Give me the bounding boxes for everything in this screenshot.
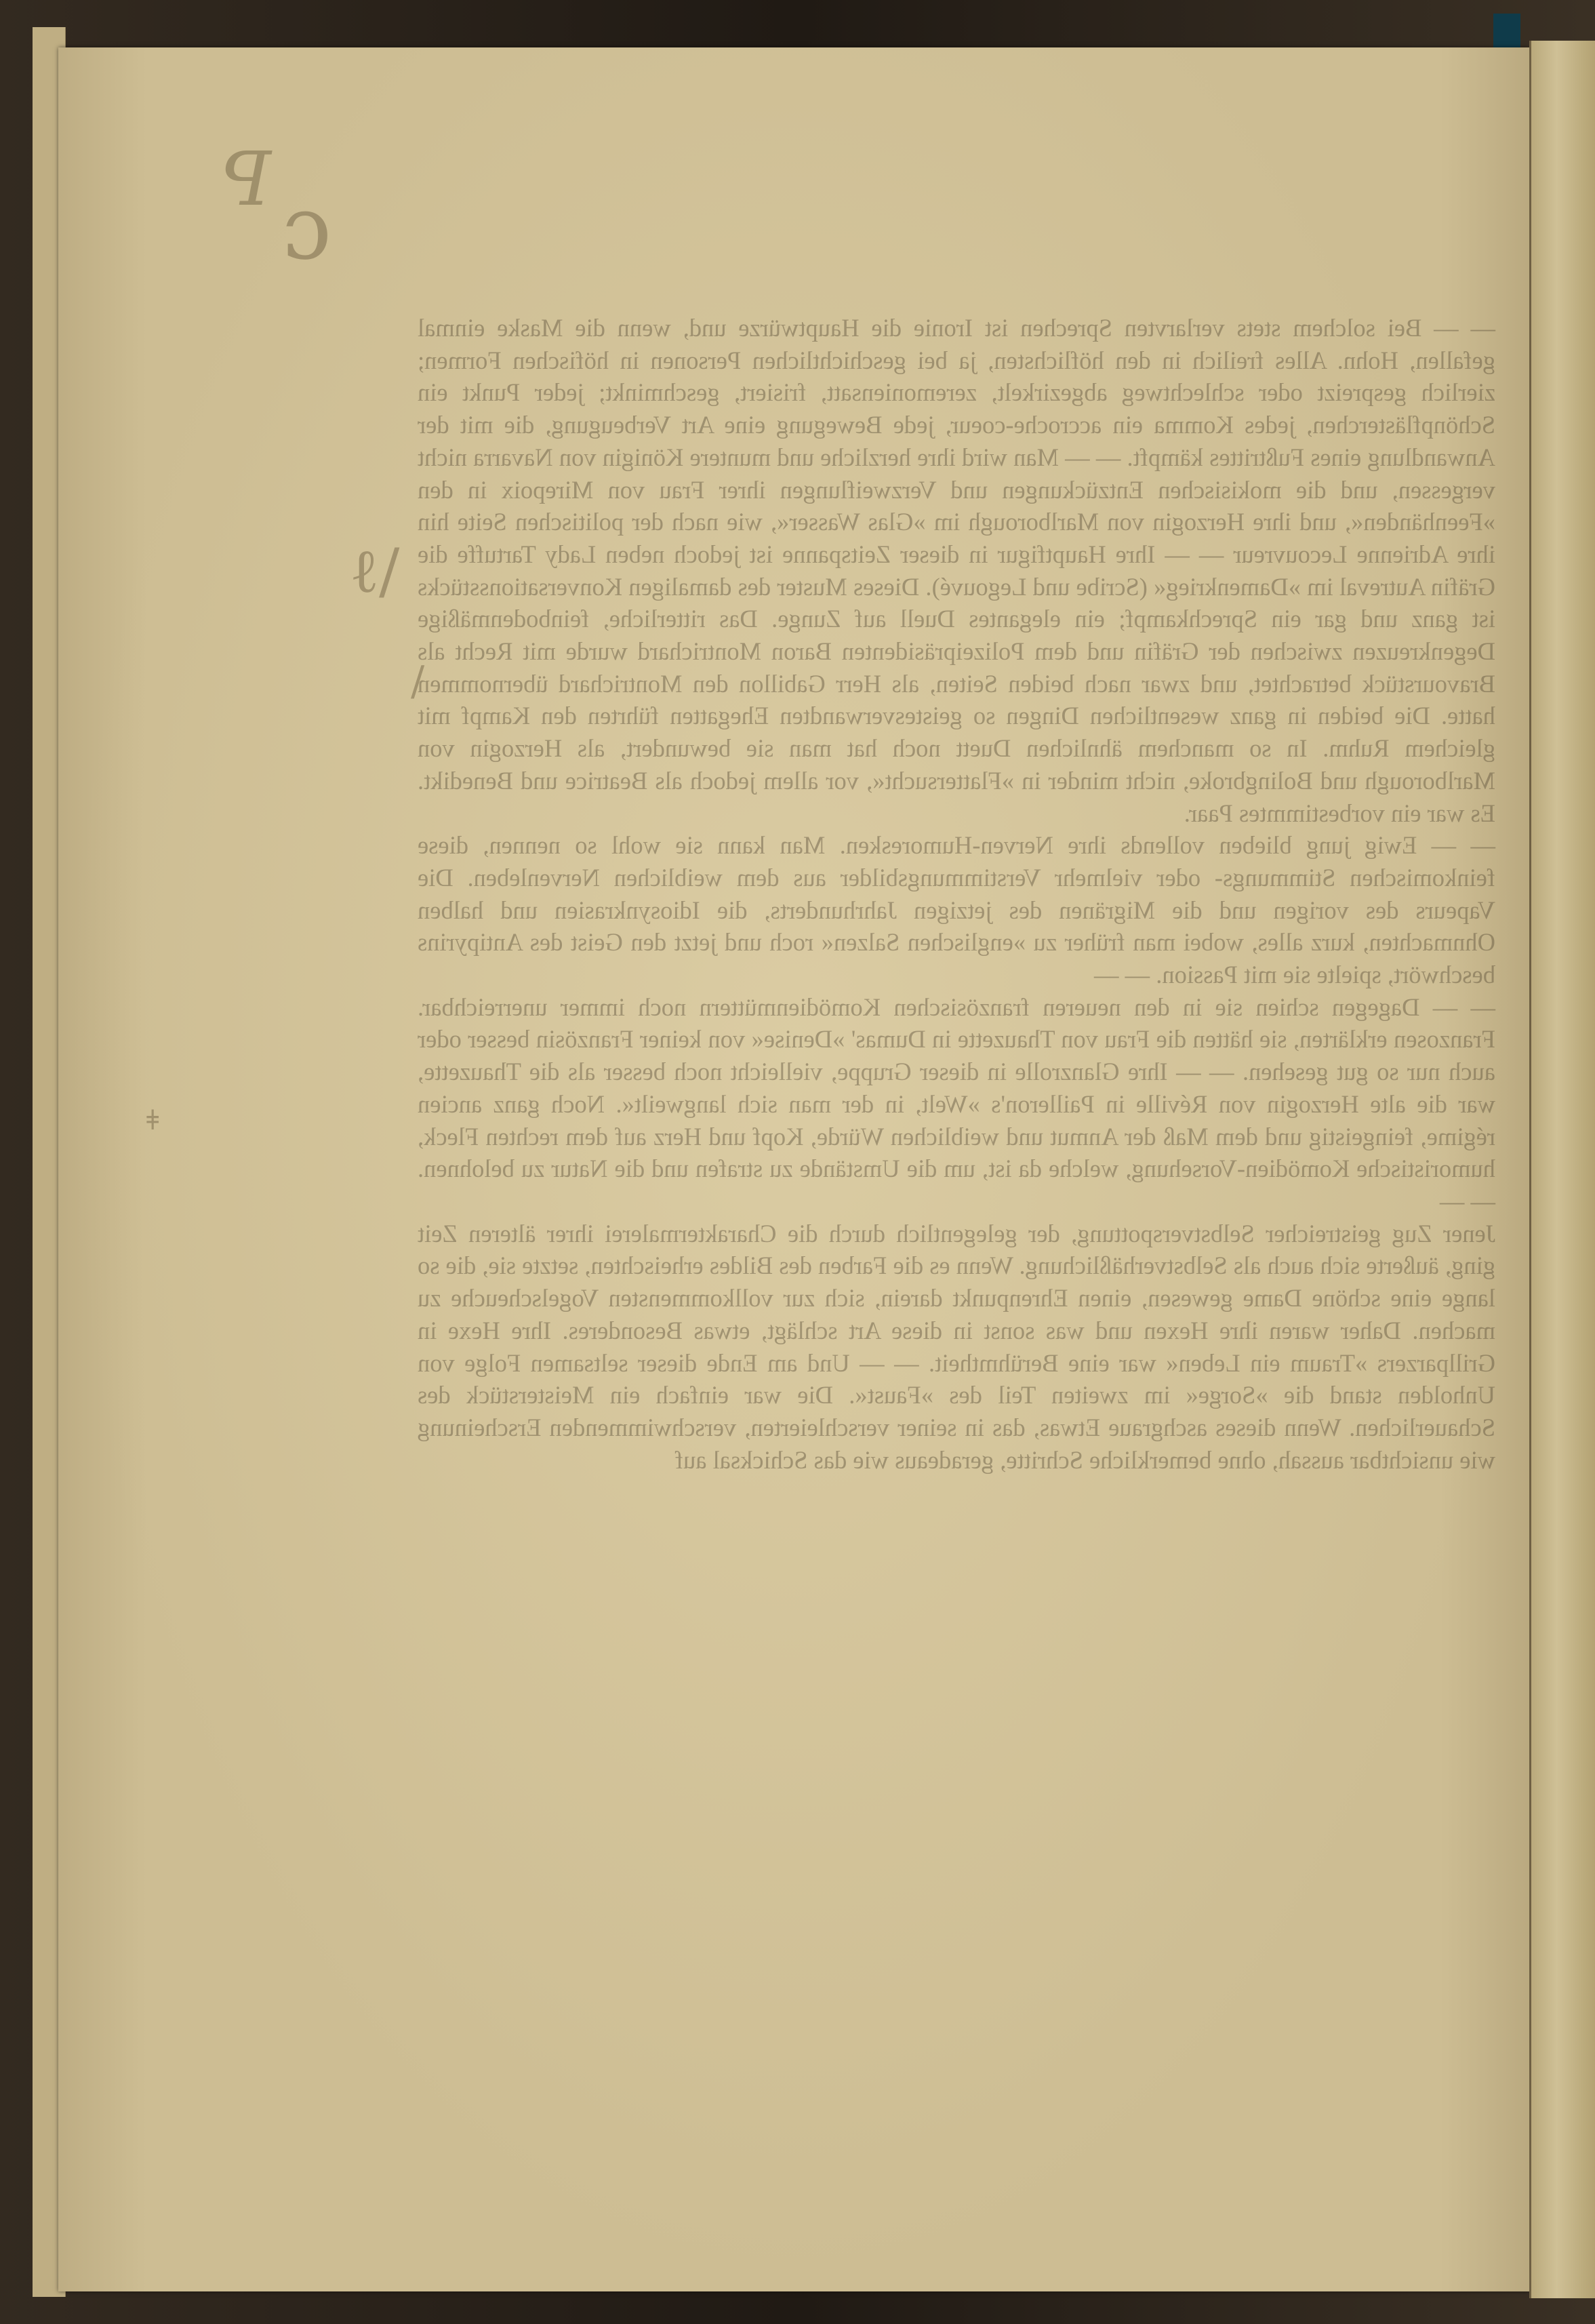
margin-mark-4: / <box>411 658 425 705</box>
paragraph-4: Jener Zug geistreicher Selbstverspottung, der gelegentlich durch die Charaktermalerei ihrer älteren Zeit ging, äußerte sich auch als Selbstverhäßlichung. Wenn es die Farben des Bildes erheischten, setzte sie, die so lange eine schöne Dame gewesen, einen Ehrenpunkt darein, sich zur vollkommensten Vogelscheuche zu machen. Daher waren ihre Hexen und was sonst in diese Art schlägt, etwas Besonderes. Ihre Hexe in Grillparzers »Traum ein Leben« war eine Berühmtheit. — — Und am Ende dieser seltsamen Folge von Unholden stand die »Sorge« im zweiten Teil des »Faust«. Die war einfach ein Meisterstück des Schauerlichen. Wenn dieses aschgraue Etwas, das in seiner verschleierten, verschwimmenden Erscheinung wie unsichtbar aussah, ohne bemerkliche Schritte, geradeaus wie das Schicksal auf <box>418 1219 1495 1474</box>
facing-page-edge <box>1529 41 1595 2298</box>
document-page <box>58 47 1529 2291</box>
margin-mark-3: ℓ/ <box>350 536 400 607</box>
margin-mark-1: ꟼ <box>221 136 272 222</box>
bleed-through-text <box>418 312 1495 1476</box>
paragraph-1: — — Bei solchem stets verlarvten Sprechen ist Ironie die Hauptwürze und, wenn die Maske einmal gefallen, Hohn. Alles freilich in den höflichsten, ja bei geschichtlichen Personen in höfischen Formen; zierlich gespreizt oder schlechtweg abgezirkelt, zeremoniensatt, frisiert, geschminkt; jeder Punkt ein Schönpflästerchen, jedes Komma ein accroche-coeur, jede Bewegung eine Art Verbeugung, die mit der Anwandlung eines Fußtrittes kämpft. — — Man wird ihre herzliche und muntere Königin von Navarra nicht vergessen, und die mokisischen Entzückungen und Verzweiflungen ihrer Frau von Mirepoix in den »Feenhänden«, und ihre Herzogin von Marlborough im »Glas Wasser«, wie nach der politischen Seite hin ihre Adrienne Lecouvreur — — Ihre Hauptfigur in dieser Zeitspanne ist jedoch neben Lady Tartuffe die Gräfin Autreval im »Damenkrieg« (Scribe und Legouvé). Dieses Muster des damaligen Konversationsstücks ist ganz und gar ein Sprechkampf; ein elegantes Duell auf Zunge. Das ritterliche, feinbodenmäßige Degenkreuzen zwischen der Gräfin und dem Polizeipräsidenten Baron Montrichard wurde mit Recht als Bravourstück betrachtet, und zwar nach beiden Seiten, als Herr Gabillon den Montrichard übernommen hatte. Die beiden in ganz wesentlichen Dingen so geistesverwandten Ehegatten führten den Kampf mit gleichem Ruhm. In so manchem ähnlichen Duett noch hat man sie bewundert, als Herzogin von Marlborough und Bolingbroke, nicht minder in »Flattersucht«, vor allem jedoch als Beatrice und Benedikt. Es war ein vorbestimmtes Paar. <box>418 314 1495 827</box>
margin-mark-2: ɔ <box>282 176 331 279</box>
paragraph-3: — — Dagegen schien sie in den neueren französischen Komödienmüttern noch immer unerreichbar. Franzosen erklärten, sie hätten die Frau von Thauzette in Dumas' »Denise« von keiner Französin besser oder auch nur so gut gesehen. — — Ihre Glanzrolle in dieser Gruppe, vielleicht noch besser als die Thauzette, war die alte Herzogin von Réville in Pailleron's »Welt, in der man sich langweilt«. Noch ganz ancien régime, feingeistig und dem Maß der Anmut und weiblichen Würde, Kopf und Herz auf dem rechten Fleck, humoristische Komödien-Vorsehung, welche da ist, um die Umstände zu strafen und die Natur zu belohnen. — — <box>418 993 1495 1215</box>
paragraph-2: — — Ewig jung blieben vollends ihre Nerven-Humoresken. Man kann sie wohl so nennen, diese feinkomischen Stimmungs- oder vielmehr Verstimmungsbilder aus dem weiblichen Nervenleben. Die Vapeurs des vorigen und die Migränen des jetzigen Jahrhunderts, die Idiosynkrasien und halben Ohnmachten, kurz alles, wobei man früher zu »englischen Salzen« roch und jetzt den Geist des Antipyrins beschwört, spielte sie mit Passion. — — <box>418 831 1495 989</box>
margin-mark-5: ǂ <box>146 1105 159 1136</box>
